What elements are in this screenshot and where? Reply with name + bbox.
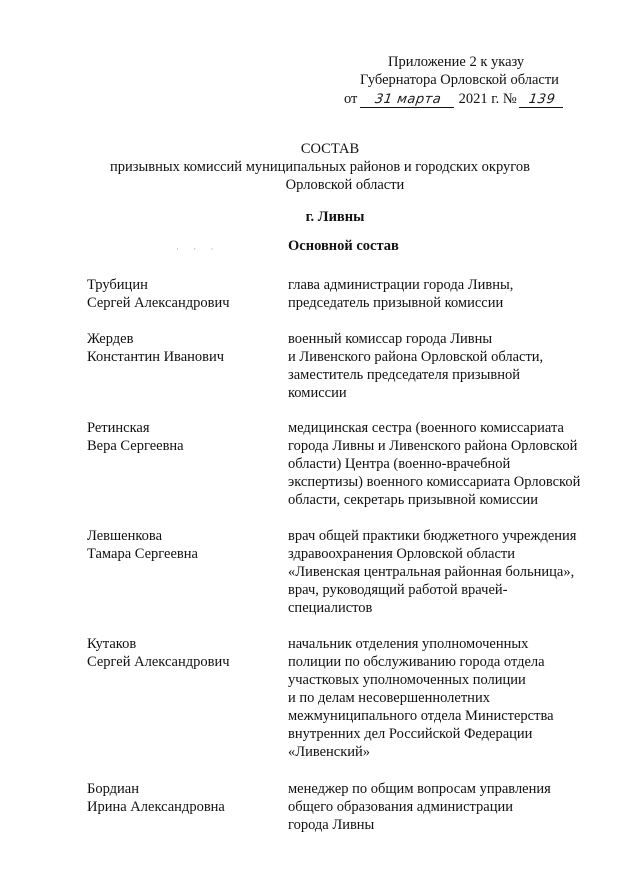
role-line: общего образования администрации xyxy=(288,799,513,815)
appendix-date-line xyxy=(326,90,596,108)
member-given-names: Ирина Александровна xyxy=(87,799,225,815)
role-line: начальник отделения уполномоченных xyxy=(288,636,529,652)
city-heading: г. Ливны xyxy=(305,209,365,225)
role-line: участковых уполномоченных полиции xyxy=(288,672,526,688)
role-line: экспертизы) военного комиссариата Орловской xyxy=(288,474,581,490)
role-line: военный комиссар города Ливны xyxy=(288,331,493,347)
member-name xyxy=(87,419,288,509)
role-line: полиции по обслуживанию города отдела xyxy=(288,654,545,670)
member-surname: Ретинская xyxy=(87,420,150,436)
member-row xyxy=(87,330,607,402)
members-list xyxy=(87,276,607,834)
scan-specks: · · · xyxy=(176,244,220,254)
member-given-names: Вера Сергеевна xyxy=(87,438,184,454)
member-given-names: Сергей Александрович xyxy=(87,654,230,670)
role-line: «Ливенская центральная районная больница», xyxy=(288,564,575,580)
member-role xyxy=(288,330,606,402)
title-line-3: Орловской области xyxy=(285,177,405,193)
appendix-header xyxy=(326,53,596,108)
role-line: и по делам несовершеннолетних xyxy=(288,690,490,706)
date-year: 2021 г. xyxy=(458,91,500,107)
member-role xyxy=(288,780,606,834)
member-given-names: Константин Иванович xyxy=(87,349,225,365)
role-line: глава администрации города Ливны, xyxy=(288,277,514,293)
member-given-names: Тамара Сергеевна xyxy=(87,546,198,562)
member-row xyxy=(87,419,607,509)
role-line: заместитель председателя призывной xyxy=(288,367,520,383)
member-surname: Трубицин xyxy=(87,277,148,293)
number-sign: № xyxy=(502,91,517,107)
role-line: области, секретарь призывной комиссии xyxy=(288,492,539,508)
member-given-names: Сергей Александрович xyxy=(87,295,230,311)
role-line: специалистов xyxy=(288,600,373,616)
role-line: председатель призывной комиссии xyxy=(288,295,504,311)
member-surname: Бордиан xyxy=(87,781,139,797)
member-role xyxy=(288,419,606,509)
appendix-line-1: Приложение 2 к указу xyxy=(388,54,525,70)
role-line: «Ливенский» xyxy=(288,744,371,760)
role-line: области) Центра (военно-врачебной xyxy=(288,456,511,472)
role-line: врач, руководящий работой врачей- xyxy=(288,582,508,598)
role-line: города Ливны и Ливенского района Орловской xyxy=(288,438,578,454)
section-heading: Основной состав xyxy=(288,238,399,254)
role-line: менеджер по общим вопросам управления xyxy=(288,781,551,797)
document-title xyxy=(0,140,640,194)
member-name xyxy=(87,330,288,402)
date-prefix: от xyxy=(344,91,358,107)
title-line-1: СОСТАВ xyxy=(300,141,360,157)
member-row xyxy=(87,527,607,617)
member-name xyxy=(87,780,288,834)
member-name xyxy=(87,276,288,312)
role-line: здравоохранения Орловской области xyxy=(288,546,515,562)
role-line: внутренних дел Российской Федерации xyxy=(288,726,533,742)
member-name xyxy=(87,527,288,617)
member-role xyxy=(288,635,606,761)
member-surname: Левшенкова xyxy=(87,528,163,544)
title-line-2: призывных комиссий муниципальных районов и городских округов xyxy=(110,159,530,175)
member-row xyxy=(87,635,607,761)
role-line: комиссии xyxy=(288,385,347,401)
handwritten-number: 139 xyxy=(519,92,565,108)
role-line: города Ливны xyxy=(288,817,375,833)
member-name xyxy=(87,635,288,761)
role-line: и Ливенского района Орловской области, xyxy=(288,349,544,365)
member-surname: Кутаков xyxy=(87,636,137,652)
member-surname: Жердев xyxy=(87,331,134,347)
member-row xyxy=(87,276,607,312)
role-line: медицинская сестра (военного комиссариата xyxy=(288,420,564,436)
member-row xyxy=(87,780,607,834)
role-line: межмуниципального отдела Министерства xyxy=(288,708,554,724)
handwritten-date: 31 марта xyxy=(360,92,456,108)
member-role xyxy=(288,276,606,312)
appendix-line-2: Губернатора Орловской области xyxy=(360,72,559,88)
member-role xyxy=(288,527,606,617)
role-line: врач общей практики бюджетного учреждения xyxy=(288,528,577,544)
